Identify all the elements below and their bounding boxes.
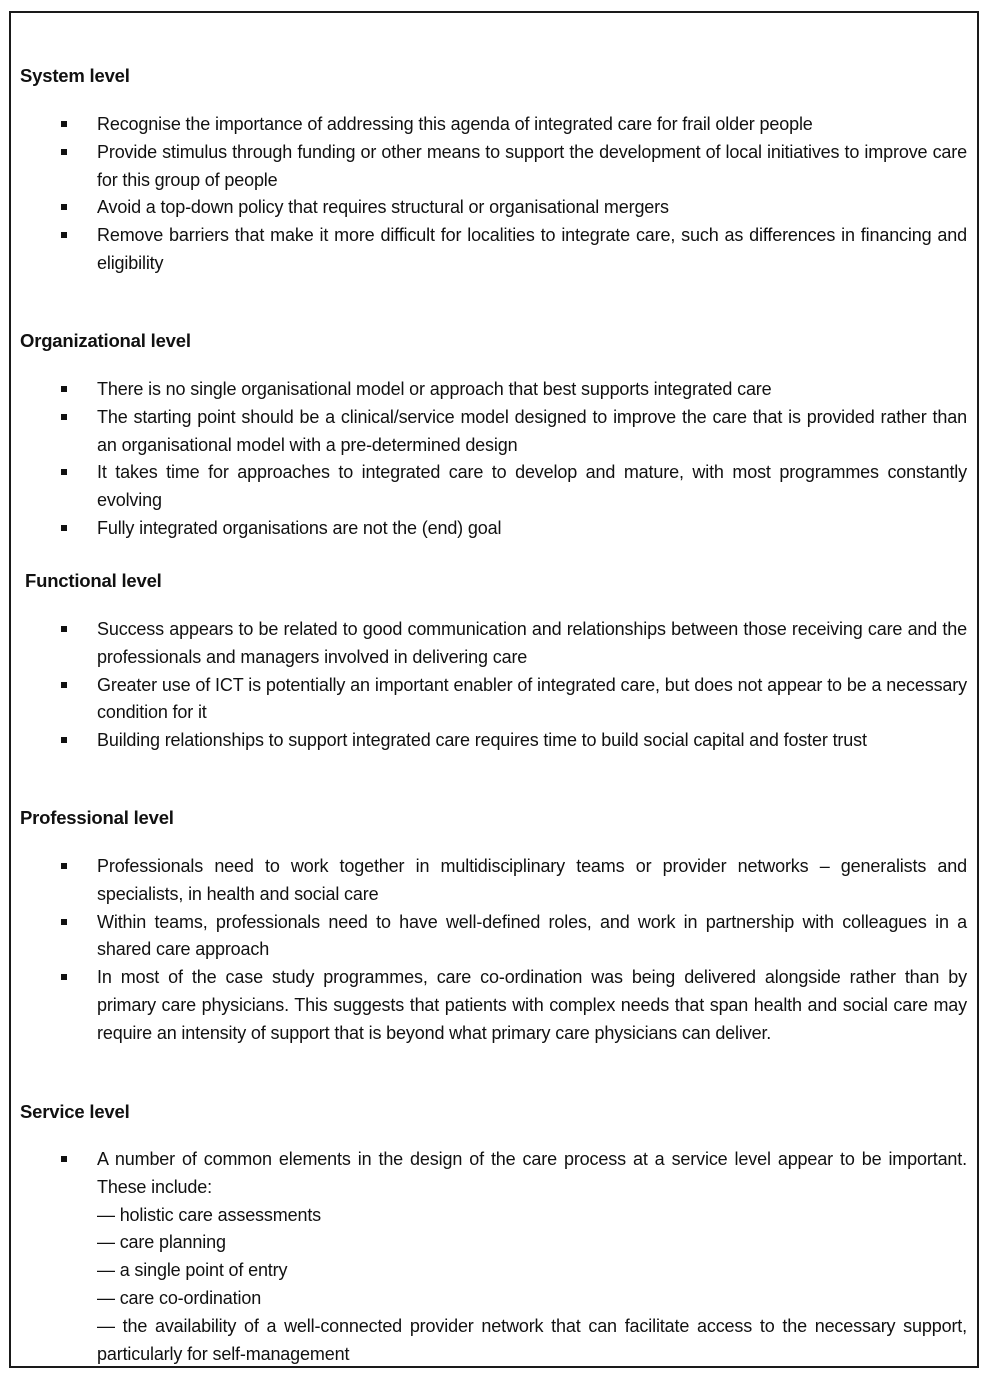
list-item: In most of the case study programmes, care co-ordination was being delivered alongside rather than by primary care physicians. This suggests that patients with complex needs that span health and social care may require an intensity of support that is beyond what primary care physicians can deliver. xyxy=(11,964,977,1047)
system-level-list xyxy=(11,111,977,278)
section-heading-professional: Professional level xyxy=(20,807,174,828)
bullet-square-icon xyxy=(61,414,67,420)
list-item xyxy=(11,1146,977,1368)
list-item: Recognise the importance of addressing this agenda of integrated care for frail older people xyxy=(11,111,977,139)
sub-item: — care planning xyxy=(97,1232,226,1253)
bullet-square-icon xyxy=(61,149,67,155)
service-intro-text: A number of common elements in the design of the care process at a service level appear to be important. These include: xyxy=(97,1149,967,1197)
sub-item: — care co-ordination xyxy=(97,1287,262,1308)
bullet-square-icon xyxy=(61,626,67,632)
sub-item: — the availability of a well-connected provider network that can facilitate access to the necessary support, particularly for self-management xyxy=(97,1315,967,1364)
bullet-square-icon xyxy=(61,974,67,980)
functional-level-list xyxy=(11,616,977,755)
bullet-square-icon xyxy=(61,1156,67,1162)
list-item: Provide stimulus through funding or other means to support the development of local initiatives to improve care for this group of people xyxy=(11,139,977,195)
list-item: Remove barriers that make it more difficult for localities to integrate care, such as differences in financing and eligibility xyxy=(11,222,977,278)
bullet-square-icon xyxy=(61,919,67,925)
list-item: Professionals need to work together in multidisciplinary teams or provider networks – generalists and specialists, in health and social care xyxy=(11,853,977,909)
bullet-square-icon xyxy=(61,737,67,743)
sub-item: — a single point of entry xyxy=(97,1260,288,1281)
section-heading-service: Service level xyxy=(20,1101,130,1122)
list-item: Avoid a top-down policy that requires structural or organisational mergers xyxy=(11,194,977,222)
list-item: Fully integrated organisations are not the (end) goal xyxy=(11,515,977,543)
bullet-square-icon xyxy=(61,121,67,127)
bullet-square-icon xyxy=(61,232,67,238)
bullet-square-icon xyxy=(61,863,67,869)
list-item: Building relationships to support integrated care requires time to build social capital and foster trust xyxy=(11,727,977,755)
bullet-square-icon xyxy=(61,525,67,531)
professional-level-list xyxy=(11,853,977,1048)
organizational-level-list xyxy=(11,376,977,543)
bullet-square-icon xyxy=(61,204,67,210)
section-heading-system: System level xyxy=(20,65,130,86)
list-item: Greater use of ICT is potentially an important enabler of integrated care, but does not appear to be a necessary condition for it xyxy=(11,672,977,728)
sub-item: — holistic care assessments xyxy=(97,1204,322,1225)
bullet-square-icon xyxy=(61,386,67,392)
document-frame xyxy=(9,11,979,1368)
list-item: Within teams, professionals need to have well-defined roles, and work in partnership with colleagues in a shared care approach xyxy=(11,909,977,965)
service-level-list xyxy=(11,1146,977,1368)
bullet-square-icon xyxy=(61,682,67,688)
list-item: The starting point should be a clinical/service model designed to improve the care that is provided rather than an organisational model with a pre-determined design xyxy=(11,404,977,460)
list-item: There is no single organisational model or approach that best supports integrated care xyxy=(11,376,977,404)
bullet-square-icon xyxy=(61,469,67,475)
list-item: Success appears to be related to good communication and relationships between those receiving care and the professionals and managers involved in delivering care xyxy=(11,616,977,672)
list-item: It takes time for approaches to integrated care to develop and mature, with most programmes constantly evolving xyxy=(11,459,977,515)
section-heading-organizational: Organizational level xyxy=(20,330,191,351)
section-heading-functional: Functional level xyxy=(25,570,162,591)
